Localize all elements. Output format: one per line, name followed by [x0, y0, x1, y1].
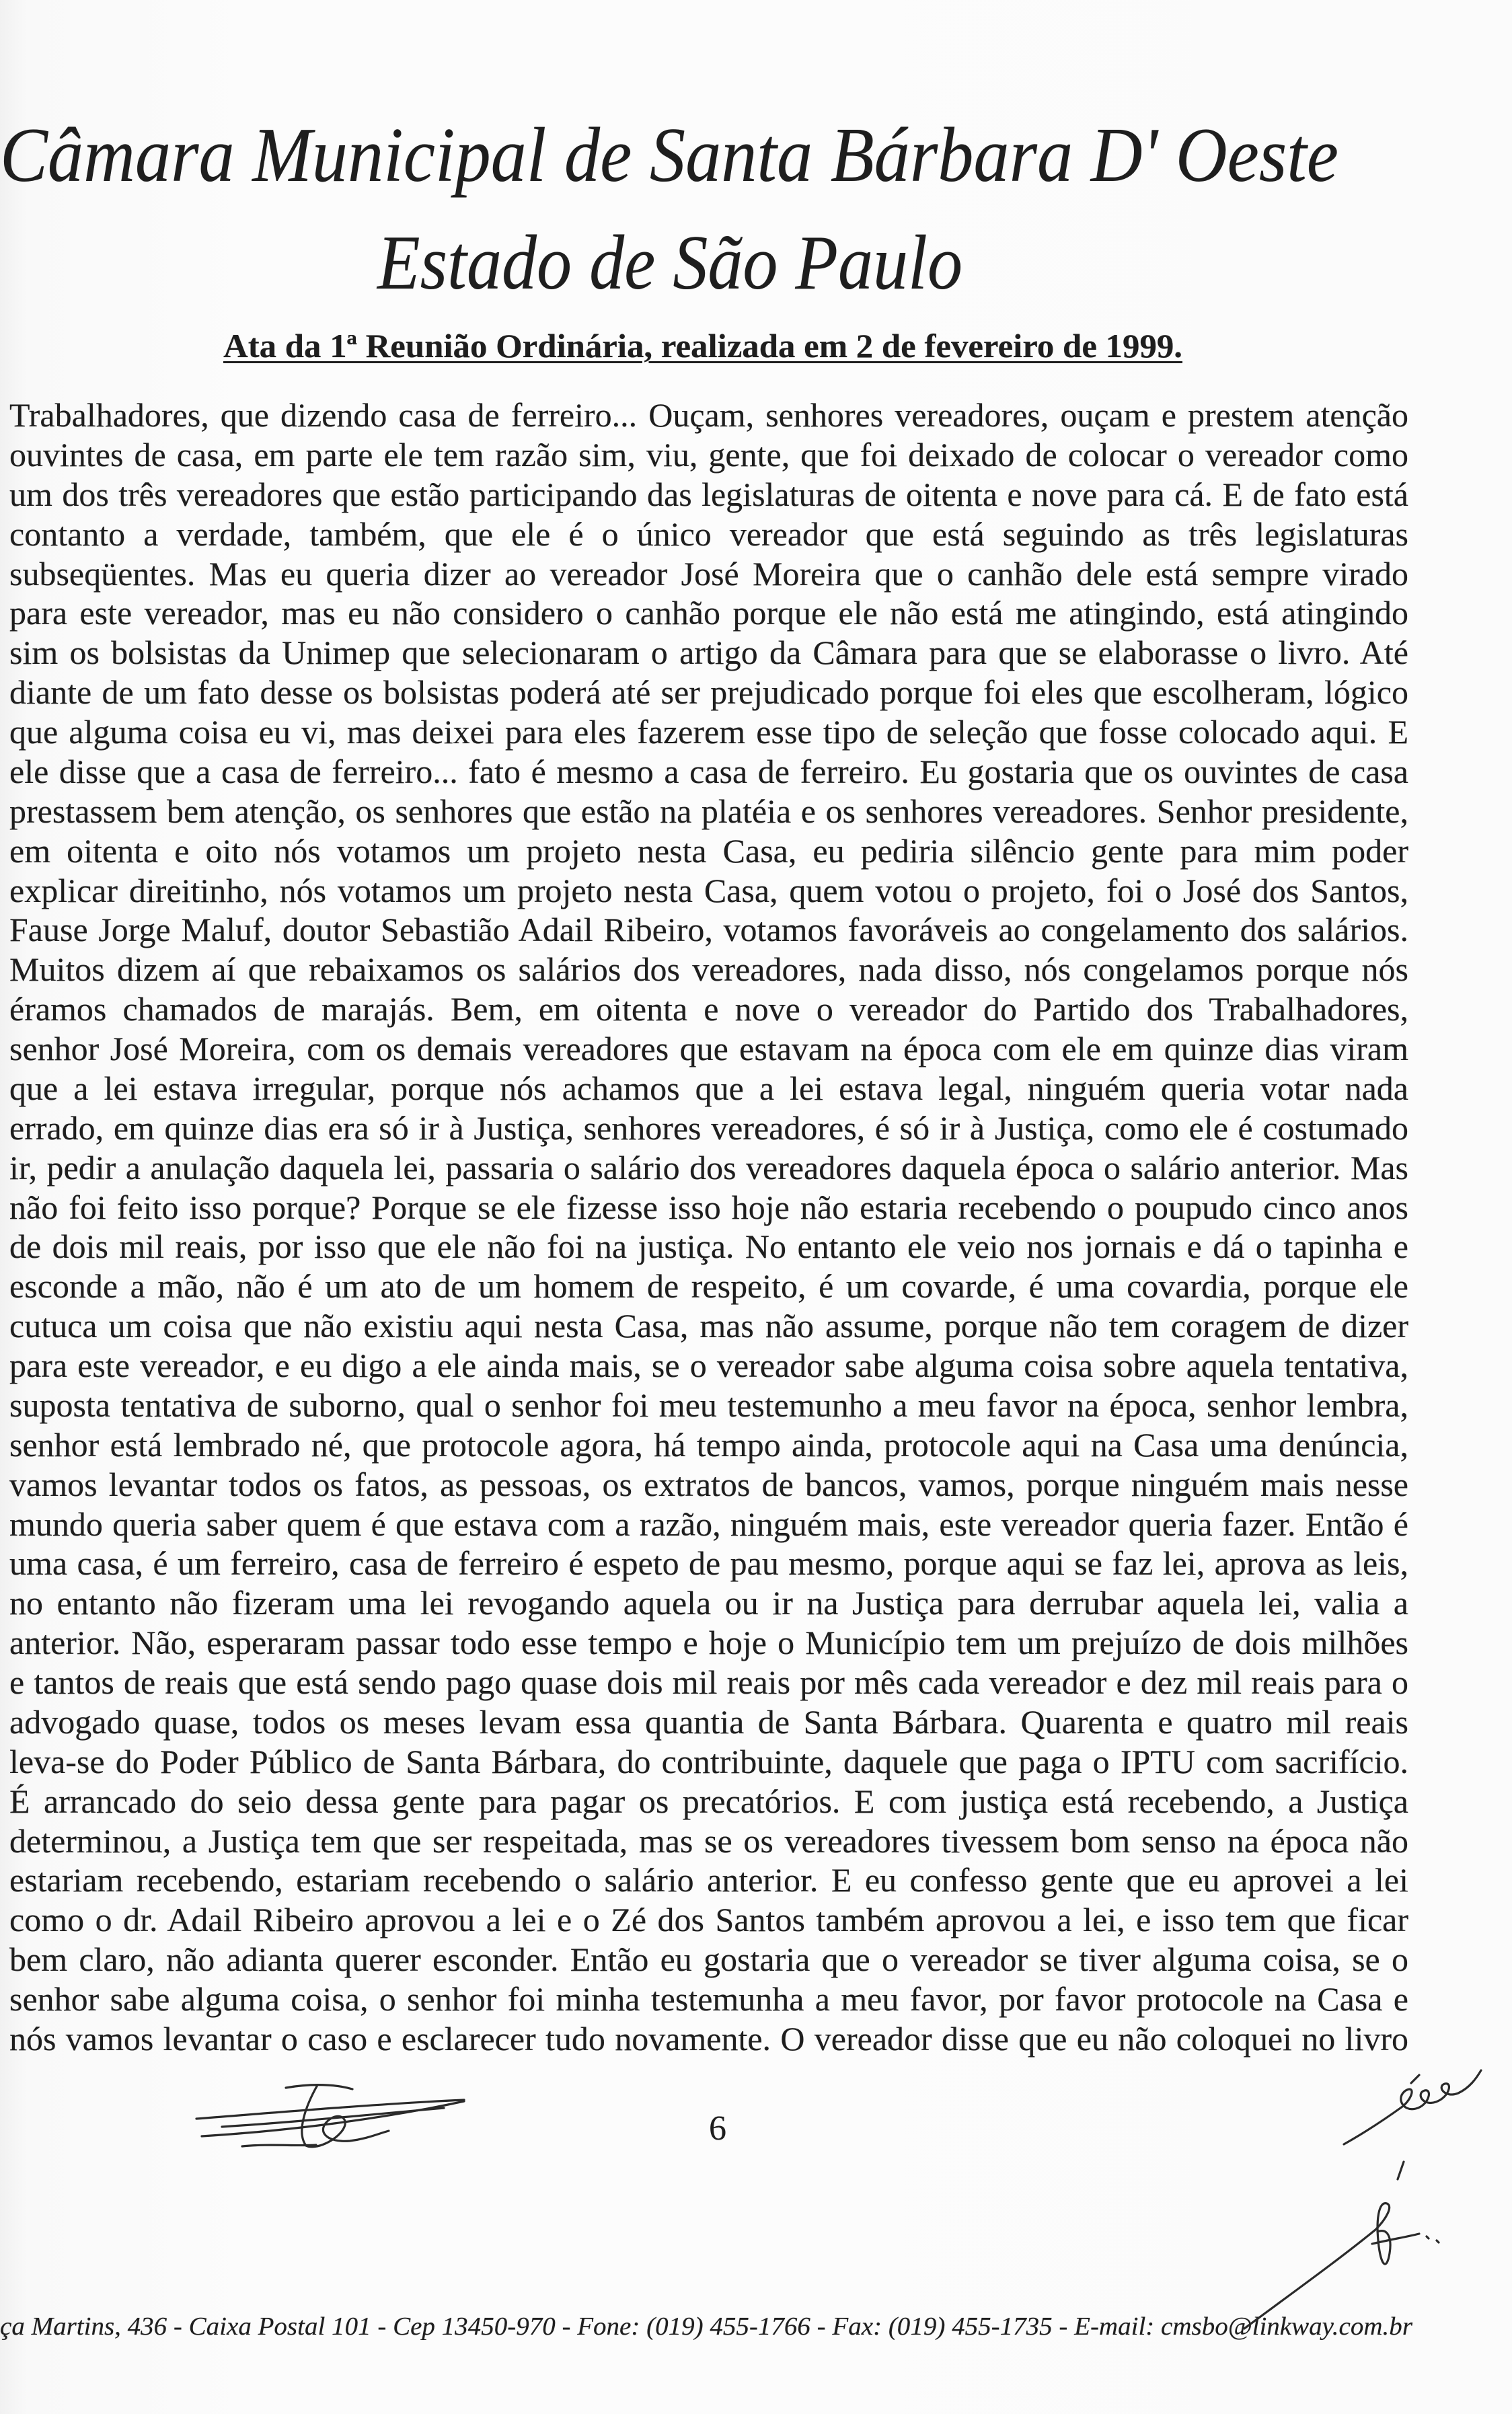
- body-line-text: para este vereador, e eu digo a ele ainda mais, se o vereador sabe alguma coisa sobre aquela tentativa,: [9, 1347, 1408, 1384]
- body-line-text: nós vamos levantar o caso e esclarecer tudo novamente. O vereador disse que eu não coloquei no livro: [9, 2019, 1408, 2058]
- body-line: [9, 1623, 1408, 1663]
- body-line: [9, 1386, 1408, 1425]
- footer-address: ça Martins, 436 - Caixa Postal 101 - Cep 13450-970 - Fone: (019) 455-1766 - Fax: (019) 455-1735 - E-mail: cmsbo@linkway.com.br: [0, 2312, 1412, 2341]
- body-line: [9, 1860, 1408, 1900]
- body-line: [9, 1900, 1408, 1940]
- body-line: [9, 1267, 1408, 1306]
- body-line-text: que alguma coisa eu vi, mas deixei para eles fazerem esse tipo de seleção que fosse colocado aqui. E: [9, 713, 1408, 751]
- body-line: [9, 792, 1408, 831]
- body-line-text: esconde a mão, não é um ato de um homem de respeito, é um covarde, é uma covardia, porque ele: [9, 1267, 1408, 1306]
- body-line-text: senhor está lembrado né, que protocole agora, há tempo ainda, protocole aqui na Casa uma denúncia,: [9, 1425, 1408, 1464]
- body-line-text: sim os bolsistas da Unimep que selecionaram o artigo da Câmara para que se elaborasse o livro. Até: [9, 634, 1408, 672]
- body-line-text: senhor sabe alguma coisa, o senhor foi minha testemunha a meu favor, por favor protocole na Casa e: [9, 1980, 1408, 2018]
- body-line: [9, 1188, 1408, 1228]
- body-line: [9, 871, 1408, 911]
- body-line: [9, 673, 1408, 712]
- body-line: [9, 1742, 1408, 1782]
- body-line: [9, 1029, 1408, 1069]
- body-line: [9, 475, 1408, 515]
- signature-right-bottom: [1244, 2162, 1439, 2329]
- body-line-text: uma casa, é um ferreiro, casa de ferreiro é espeto de pau mesmo, porque aqui se faz lei, aprova as leis,: [9, 1544, 1408, 1583]
- page-number: 6: [709, 2109, 726, 2148]
- body-line-text: errado, em quinze dias era só ir à Justiça, senhores vereadores, é só ir à Justiça, como ele é costumado: [9, 1108, 1408, 1147]
- minutes-body: [9, 395, 1408, 2059]
- minutes-title: Ata da 1ª Reunião Ordinária, realizada em 2 de fevereiro de 1999.: [223, 327, 1182, 365]
- body-line-text: ele disse que a casa de ferreiro... fato é mesmo a casa de ferreiro. Eu gostaria que os ouvintes de casa: [9, 752, 1408, 790]
- body-line: [9, 554, 1408, 594]
- body-line-text: É arrancado do seio dessa gente para pagar os precatórios. E com justiça está recebendo, a Justiça: [9, 1782, 1408, 1820]
- body-line: [9, 593, 1408, 633]
- body-line-text: Trabalhadores, que dizendo casa de ferreiro... Ouçam, senhores vereadores, ouçam e prestem atenção: [9, 396, 1408, 434]
- body-line: [9, 1346, 1408, 1386]
- body-line-text: senhor José Moreira, com os demais vereadores que estavam na época com ele em quinze dias viram: [9, 1030, 1408, 1067]
- body-line-text: prestassem bem atenção, os senhores que estão na platéia e os senhores vereadores. Senhor presidente,: [9, 792, 1408, 830]
- body-line-text: Muitos dizem aí que rebaixamos os salários dos vereadores, nada disso, nós congelamos porque nós: [9, 950, 1408, 989]
- body-line-text: no entanto não fizeram uma lei revogando aquela ou ir na Justiça para derrubar aquela lei, valia a: [9, 1584, 1408, 1622]
- body-line-text: de dois mil reais, por isso que ele não foi na justiça. No entanto ele veio nos jornais e dá o tapinha e: [9, 1228, 1408, 1266]
- body-line-text: explicar direitinho, nós votamos um projeto nesta Casa, quem votou o projeto, foi o José dos Santos,: [9, 871, 1408, 909]
- body-line: [9, 1782, 1408, 1821]
- body-line: [9, 1979, 1408, 2019]
- body-line: [9, 1227, 1408, 1267]
- body-line: [9, 712, 1408, 752]
- body-line: [9, 1306, 1408, 1346]
- body-line-text: anterior. Não, esperaram passar todo esse tempo e hoje o Município tem um prejuízo de dois milhões: [9, 1624, 1408, 1662]
- body-line-text: em oitenta e oito nós votamos um projeto nesta Casa, eu pediria silêncio gente para mim poder: [9, 831, 1408, 870]
- body-line: [9, 1465, 1408, 1505]
- body-line: [9, 435, 1408, 475]
- body-line-text: para este vereador, mas eu não considero o canhão porque ele não está me atingindo, está atingindo: [9, 594, 1408, 632]
- body-line-text: diante de um fato desse os bolsistas poderá até ser prejudicado porque foi eles que escolheram, lógico: [9, 673, 1408, 712]
- body-line-text: e tantos de reais que está sendo pago quase dois mil reais por mês cada vereador e dez mil reais para o: [9, 1663, 1408, 1701]
- body-line: [9, 989, 1408, 1029]
- body-line-text: contanto a verdade, também, que ele é o único vereador que está seguindo as três legislaturas: [9, 515, 1408, 553]
- body-line: [9, 515, 1408, 554]
- body-line: [9, 1544, 1408, 1583]
- body-line-text: éramos chamados de marajás. Bem, em oitenta e nove o vereador do Partido dos Trabalhadores,: [9, 990, 1408, 1028]
- signature-left: [196, 2085, 464, 2147]
- body-line-text: bem claro, não adianta querer esconder. Então eu gostaria que o vereador se tiver alguma coisa, se o: [9, 1940, 1408, 1979]
- body-line: [9, 1505, 1408, 1544]
- body-line-text: um dos três vereadores que estão participando das legislaturas de oitenta e nove para cá. E de fato está: [9, 475, 1408, 513]
- body-line: [9, 1702, 1408, 1742]
- body-line-text: que a lei estava irregular, porque nós achamos que a lei estava legal, ninguém queria votar nada: [9, 1069, 1408, 1107]
- body-line: [9, 910, 1408, 950]
- body-line-text: advogado quase, todos os meses levam essa quantia de Santa Bárbara. Quarenta e quatro mil reais: [9, 1702, 1408, 1741]
- body-line: [9, 1148, 1408, 1188]
- body-line: [9, 1663, 1408, 1702]
- body-line: [9, 1108, 1408, 1148]
- body-line: [9, 395, 1408, 435]
- body-line-text: vamos levantar todos os fatos, as pessoas, os extratos de bancos, vamos, porque ninguém mais nesse: [9, 1465, 1408, 1503]
- body-line-text: subseqüentes. Mas eu queria dizer ao vereador José Moreira que o canhão dele está sempre virado: [9, 554, 1408, 593]
- body-line: [9, 950, 1408, 989]
- body-line: [9, 831, 1408, 871]
- state-name: Estado de São Paulo: [377, 220, 962, 306]
- body-line-text: Fause Jorge Maluf, doutor Sebastião Adail Ribeiro, votamos favoráveis ao congelamento dos salários.: [9, 911, 1408, 949]
- body-line: [9, 1821, 1408, 1861]
- body-line: [9, 1940, 1408, 1979]
- body-line-text: como o dr. Adail Ribeiro aprovou a lei e o Zé dos Santos também aprovou a lei, e isso tem que ficar: [9, 1901, 1408, 1939]
- body-line: [9, 633, 1408, 673]
- body-line-text: suposta tentativa de suborno, qual o senhor foi meu testemunho a meu favor na época, senhor lembra,: [9, 1386, 1408, 1424]
- body-line: [9, 1583, 1408, 1623]
- body-line-text: leva-se do Poder Público de Santa Bárbara, do contribuinte, daquele que paga o IPTU com sacrifício.: [9, 1742, 1408, 1780]
- body-line: [9, 2019, 1408, 2059]
- body-line: [9, 1425, 1408, 1465]
- institution-name: Câmara Municipal de Santa Bárbara D' Oeste: [0, 112, 1338, 198]
- body-line: [9, 752, 1408, 792]
- body-line-text: estariam recebendo, estariam recebendo o salário anterior. E eu confesso gente que eu aprovei a lei: [9, 1861, 1408, 1899]
- signature-right-top: [1344, 2070, 1481, 2144]
- body-line-text: cutuca um coisa que não existiu aqui nesta Casa, mas não assume, porque não tem coragem de dizer: [9, 1307, 1408, 1345]
- body-line-text: determinou, a Justiça tem que ser respeitada, mas se os vereadores tivessem bom senso na época não: [9, 1821, 1408, 1860]
- body-line-text: ouvintes de casa, em parte ele tem razão sim, viu, gente, que foi deixado de colocar o vereador como: [9, 435, 1408, 474]
- body-line-text: não foi feito isso porque? Porque se ele fizesse isso hoje não estaria recebendo o poupudo cinco anos: [9, 1188, 1408, 1226]
- body-line-text: mundo queria saber quem é que estava com a razão, ninguém mais, este vereador queria fazer. Então é: [9, 1505, 1408, 1543]
- body-line-text: ir, pedir a anulação daquela lei, passaria o salário dos vereadores daquela época o salário anterior. Mas: [9, 1148, 1408, 1186]
- body-line: [9, 1069, 1408, 1108]
